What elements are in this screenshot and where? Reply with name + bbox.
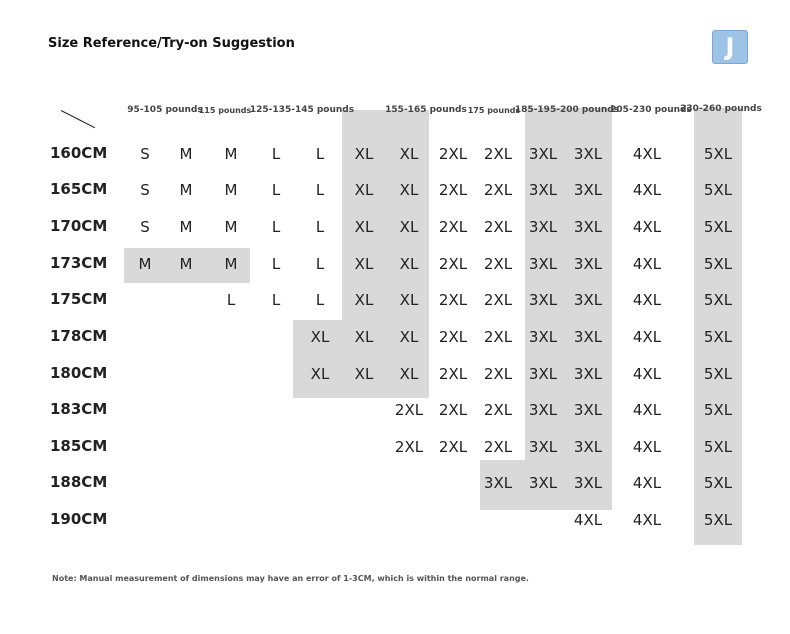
size-cell: 3XL [483, 474, 513, 492]
size-cell: M [224, 218, 238, 236]
size-cell: 2XL [483, 255, 513, 273]
size-cell: 2XL [483, 438, 513, 456]
size-cell: L [226, 291, 236, 309]
size-cell: 2XL [438, 181, 468, 199]
weight-column-header: 185-195-200 pounds [514, 105, 620, 115]
size-cell: 3XL [573, 291, 603, 309]
size-cell: 2XL [438, 145, 468, 163]
size-cell: L [271, 181, 281, 199]
size-cell: L [315, 218, 325, 236]
size-cell: M [224, 145, 238, 163]
height-row-label: 178CM [50, 327, 108, 345]
brand-logo: J [712, 30, 748, 64]
size-cell: 2XL [438, 438, 468, 456]
height-row-label: 173CM [50, 254, 108, 272]
size-cell: L [315, 255, 325, 273]
size-cell: 5XL [703, 474, 733, 492]
size-cell: 4XL [632, 181, 662, 199]
size-cell: M [224, 255, 238, 273]
size-cell: 2XL [438, 401, 468, 419]
height-row-label: 175CM [50, 290, 108, 308]
size-cell: 3XL [528, 181, 558, 199]
size-cell: XL [399, 255, 419, 273]
size-cell: 5XL [703, 401, 733, 419]
size-cell: 3XL [528, 401, 558, 419]
size-cell: 4XL [632, 218, 662, 236]
height-row-label: 180CM [50, 364, 108, 382]
size-cell: XL [399, 145, 419, 163]
size-cell: 4XL [632, 145, 662, 163]
size-cell: 3XL [528, 438, 558, 456]
size-cell: 3XL [573, 401, 603, 419]
size-cell: 3XL [528, 328, 558, 346]
corner-diagonal-line [61, 110, 95, 128]
size-cell: 4XL [573, 511, 603, 529]
size-cell: M [179, 218, 193, 236]
size-cell: 3XL [573, 181, 603, 199]
size-cell: 5XL [703, 218, 733, 236]
size-cell: 2XL [483, 145, 513, 163]
size-cell: M [138, 255, 152, 273]
weight-column-header: 125-135-145 pounds [249, 105, 355, 115]
footnote: Note: Manual measurement of dimensions may have an error of 1-3CM, which is within the normal range. [52, 574, 529, 583]
size-cell: 3XL [573, 328, 603, 346]
height-row-label: 188CM [50, 473, 108, 491]
size-cell: XL [354, 181, 374, 199]
weight-column-header: 115 pounds [198, 106, 252, 115]
size-cell: 5XL [703, 291, 733, 309]
size-cell: 5XL [703, 255, 733, 273]
size-cell: 2XL [438, 365, 468, 383]
weight-column-header: 155-165 pounds [385, 105, 467, 115]
size-cell: 5XL [703, 438, 733, 456]
size-cell: XL [354, 291, 374, 309]
size-cell: 4XL [632, 365, 662, 383]
size-cell: 5XL [703, 511, 733, 529]
size-cell: XL [399, 218, 419, 236]
height-row-label: 190CM [50, 510, 108, 528]
weight-column-header: 175 pounds [467, 106, 521, 115]
height-row-label: 160CM [50, 144, 108, 162]
size-cell: 2XL [438, 255, 468, 273]
size-cell: 5XL [703, 181, 733, 199]
size-cell: 4XL [632, 401, 662, 419]
size-cell: 3XL [573, 218, 603, 236]
page-title: Size Reference/Try-on Suggestion [48, 36, 295, 51]
size-cell: XL [354, 145, 374, 163]
size-cell: M [179, 181, 193, 199]
size-cell: 2XL [438, 218, 468, 236]
size-cell: 5XL [703, 328, 733, 346]
size-cell: 4XL [632, 438, 662, 456]
size-cell: 2XL [483, 328, 513, 346]
size-cell: 2XL [483, 401, 513, 419]
size-cell: 2XL [438, 328, 468, 346]
size-cell: 3XL [573, 438, 603, 456]
size-cell: L [315, 145, 325, 163]
size-cell: 3XL [573, 255, 603, 273]
size-cell: XL [354, 218, 374, 236]
size-cell: XL [310, 328, 330, 346]
size-cell: 2XL [483, 218, 513, 236]
size-cell: 2XL [394, 438, 424, 456]
size-cell: L [271, 291, 281, 309]
size-cell: 3XL [528, 474, 558, 492]
size-cell: 3XL [528, 291, 558, 309]
size-cell: 3XL [528, 218, 558, 236]
size-cell: M [179, 255, 193, 273]
size-cell: 4XL [632, 291, 662, 309]
size-cell: 3XL [573, 474, 603, 492]
size-cell: XL [354, 328, 374, 346]
size-cell: M [224, 181, 238, 199]
size-cell: L [315, 291, 325, 309]
size-cell: 2XL [483, 291, 513, 309]
size-cell: XL [354, 365, 374, 383]
height-row-label: 185CM [50, 437, 108, 455]
weight-column-header: 230-260 pounds [680, 104, 762, 114]
size-cell: 5XL [703, 145, 733, 163]
size-cell: XL [399, 181, 419, 199]
size-cell: S [140, 218, 150, 236]
size-cell: 4XL [632, 511, 662, 529]
size-cell: 2XL [438, 291, 468, 309]
size-cell: 4XL [632, 328, 662, 346]
size-cell: L [315, 181, 325, 199]
size-cell: L [271, 145, 281, 163]
size-cell: S [140, 181, 150, 199]
weight-column-header: 95-105 pounds [127, 105, 203, 115]
size-cell: XL [310, 365, 330, 383]
size-cell: M [179, 145, 193, 163]
size-cell: XL [399, 291, 419, 309]
size-cell: 3XL [528, 255, 558, 273]
height-row-label: 170CM [50, 217, 108, 235]
size-cell: L [271, 255, 281, 273]
size-cell: XL [399, 365, 419, 383]
size-cell: 4XL [632, 255, 662, 273]
size-cell: 2XL [483, 365, 513, 383]
size-cell: L [271, 218, 281, 236]
size-cell: 5XL [703, 365, 733, 383]
height-row-label: 183CM [50, 400, 108, 418]
size-cell: 2XL [483, 181, 513, 199]
size-cell: 4XL [632, 474, 662, 492]
height-row-label: 165CM [50, 180, 108, 198]
size-cell: XL [354, 255, 374, 273]
size-cell: 2XL [394, 401, 424, 419]
size-cell: S [140, 145, 150, 163]
size-cell: 3XL [528, 365, 558, 383]
size-cell: 3XL [528, 145, 558, 163]
size-cell: 3XL [573, 365, 603, 383]
weight-column-header: 205-230 pounds [610, 105, 692, 115]
size-cell: XL [399, 328, 419, 346]
size-cell: 3XL [573, 145, 603, 163]
